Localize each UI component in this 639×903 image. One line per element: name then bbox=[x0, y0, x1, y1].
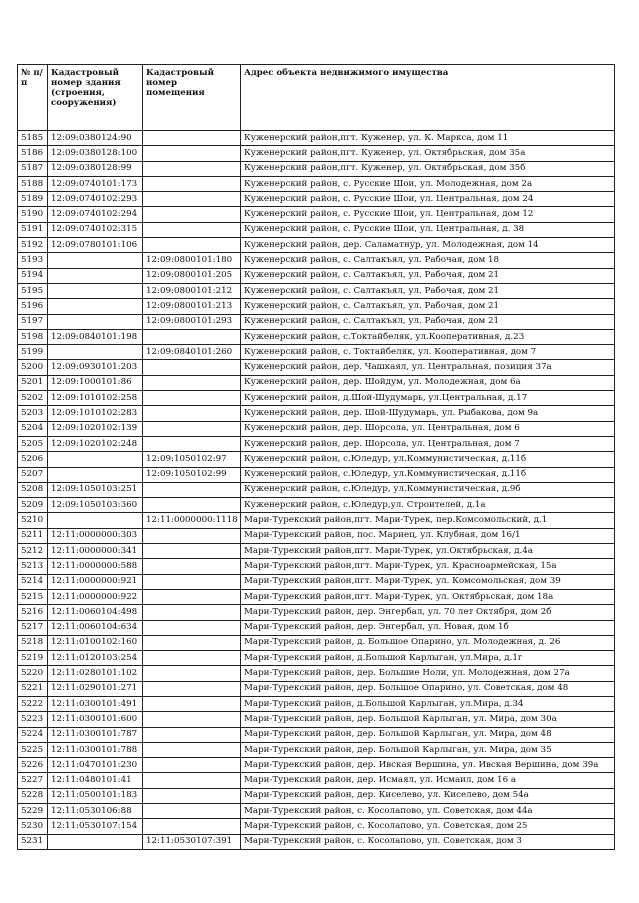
cell-number: 5210 bbox=[18, 513, 48, 528]
cell-address: Мари-Турекский район, д. Большое Опарино, ул. Молодежная, д. 26 bbox=[241, 635, 615, 650]
table-row bbox=[18, 314, 615, 329]
table-row bbox=[18, 528, 615, 543]
cell-premises-cadastral: 12:09:0800101:180 bbox=[143, 253, 241, 268]
table-row bbox=[18, 559, 615, 574]
table-row bbox=[18, 176, 615, 191]
cell-address: Куженерский район, с.Токтайбеляк, ул.Кооперативная, д.23 bbox=[241, 329, 615, 344]
cell-premises-cadastral bbox=[143, 589, 241, 604]
cell-premises-cadastral bbox=[143, 773, 241, 788]
cell-building-cadastral: 12:11:0100102:160 bbox=[48, 635, 143, 650]
cell-premises-cadastral bbox=[143, 161, 241, 176]
cell-number: 5198 bbox=[18, 329, 48, 344]
cell-building-cadastral: 12:11:0480101:41 bbox=[48, 773, 143, 788]
table-row bbox=[18, 222, 615, 237]
table-row bbox=[18, 513, 615, 528]
cell-premises-cadastral bbox=[143, 727, 241, 742]
cell-address: Мари-Турекский район, дер. Большие Ноли, ул. Молодежная, дом 27а bbox=[241, 666, 615, 681]
cell-address: Мари-Турекский район,пгт. Мари-Турек, пер.Комсомольский, д.1 bbox=[241, 513, 615, 528]
table-row bbox=[18, 268, 615, 283]
cell-premises-cadastral bbox=[143, 620, 241, 635]
cell-number: 5212 bbox=[18, 544, 48, 559]
property-table bbox=[17, 64, 615, 850]
cell-building-cadastral: 12:11:0300101:788 bbox=[48, 742, 143, 757]
table-row bbox=[18, 589, 615, 604]
cell-number: 5201 bbox=[18, 375, 48, 390]
cell-building-cadastral bbox=[48, 467, 143, 482]
table-row bbox=[18, 161, 615, 176]
cell-premises-cadastral: 12:09:0800101:213 bbox=[143, 299, 241, 314]
cell-premises-cadastral: 12:09:0800101:293 bbox=[143, 314, 241, 329]
cell-number: 5192 bbox=[18, 238, 48, 253]
cell-number: 5228 bbox=[18, 788, 48, 803]
cell-number: 5207 bbox=[18, 467, 48, 482]
cell-address: Мари-Турекский район, с. Косолапово, ул. Советская, дом 44а bbox=[241, 804, 615, 819]
cell-building-cadastral: 12:09:1010102:283 bbox=[48, 406, 143, 421]
cell-premises-cadastral bbox=[143, 146, 241, 161]
cell-address: Куженерский район, с. Токтайбеляк, ул. Кооперативная, дом 7 bbox=[241, 345, 615, 360]
table-row bbox=[18, 467, 615, 482]
table-row bbox=[18, 238, 615, 253]
table-row bbox=[18, 131, 615, 146]
cell-premises-cadastral bbox=[143, 574, 241, 589]
cell-building-cadastral bbox=[48, 452, 143, 467]
cell-premises-cadastral bbox=[143, 559, 241, 574]
cell-address: Мари-Турекский район, дер. Исмаял, ул. Исмаил, дом 16 а bbox=[241, 773, 615, 788]
cell-premises-cadastral bbox=[143, 375, 241, 390]
cell-premises-cadastral bbox=[143, 482, 241, 497]
cell-number: 5193 bbox=[18, 253, 48, 268]
cell-number: 5187 bbox=[18, 161, 48, 176]
cell-premises-cadastral: 12:11:0000000:1118 bbox=[143, 513, 241, 528]
cell-building-cadastral: 12:09:1050103:360 bbox=[48, 498, 143, 513]
cell-building-cadastral: 12:11:0290101:271 bbox=[48, 681, 143, 696]
cell-building-cadastral: 12:11:0280101:102 bbox=[48, 666, 143, 681]
cell-premises-cadastral bbox=[143, 819, 241, 834]
cell-address: Куженерский район,пгт. Куженер, ул. Октябрьская, дом 35б bbox=[241, 161, 615, 176]
table-row bbox=[18, 421, 615, 436]
cell-address: Куженерский район, с.Юледур, ул.Коммунистическая, д.11б bbox=[241, 452, 615, 467]
cell-address: Куженерский район, д.Шой-Шудумарь, ул.Центральная, д.17 bbox=[241, 391, 615, 406]
cell-number: 5206 bbox=[18, 452, 48, 467]
table-row bbox=[18, 712, 615, 727]
cell-premises-cadastral bbox=[143, 329, 241, 344]
cell-building-cadastral bbox=[48, 299, 143, 314]
table-row bbox=[18, 498, 615, 513]
header-address: Адрес объекта недвижимого имущества bbox=[241, 65, 615, 131]
cell-address: Мари-Турекский район,пгт. Мари-Турек, ул. Красноармейская, 15а bbox=[241, 559, 615, 574]
table-row bbox=[18, 360, 615, 375]
table-row bbox=[18, 635, 615, 650]
cell-number: 5216 bbox=[18, 605, 48, 620]
cell-building-cadastral bbox=[48, 513, 143, 528]
cell-number: 5205 bbox=[18, 436, 48, 451]
cell-building-cadastral: 12:11:0470101:230 bbox=[48, 758, 143, 773]
cell-address: Мари-Турекский район, пос. Мариец, ул. Клубная, дом 16/1 bbox=[241, 528, 615, 543]
table-row bbox=[18, 651, 615, 666]
cell-premises-cadastral bbox=[143, 406, 241, 421]
table-row bbox=[18, 146, 615, 161]
cell-building-cadastral: 12:09:0930101:203 bbox=[48, 360, 143, 375]
cell-address: Куженерский район, дер. Шорсола, ул. Центральная, дом 7 bbox=[241, 436, 615, 451]
cell-building-cadastral: 12:09:0740102:315 bbox=[48, 222, 143, 237]
cell-number: 5226 bbox=[18, 758, 48, 773]
cell-premises-cadastral bbox=[143, 222, 241, 237]
cell-number: 5222 bbox=[18, 696, 48, 711]
cell-address: Куженерский район, с. Салтакъял, ул. Рабочая, дом 21 bbox=[241, 314, 615, 329]
table-row bbox=[18, 605, 615, 620]
cell-premises-cadastral: 12:09:0800101:212 bbox=[143, 283, 241, 298]
cell-address: Куженерский район,пгт. Куженер, ул. К. Маркса, дом 11 bbox=[241, 131, 615, 146]
table-row bbox=[18, 620, 615, 635]
cell-number: 5215 bbox=[18, 589, 48, 604]
cell-building-cadastral: 12:11:0300101:491 bbox=[48, 696, 143, 711]
table-row bbox=[18, 666, 615, 681]
cell-address: Куженерский район, с. Русские Шои, ул. Центральная, дом 12 bbox=[241, 207, 615, 222]
table-row bbox=[18, 727, 615, 742]
table-row bbox=[18, 742, 615, 757]
cell-address: Мари-Турекский район, дер. Большой Карлыган, ул. Мира, дом 30а bbox=[241, 712, 615, 727]
table-row bbox=[18, 758, 615, 773]
cell-number: 5230 bbox=[18, 819, 48, 834]
cell-number: 5220 bbox=[18, 666, 48, 681]
header-building-cadastral: Кадастровый номер здания (строения, сооружения) bbox=[48, 65, 143, 131]
cell-premises-cadastral bbox=[143, 681, 241, 696]
cell-address: Мари-Турекский район, дер. Большой Карлыган, ул. Мира, дом 35 bbox=[241, 742, 615, 757]
cell-number: 5200 bbox=[18, 360, 48, 375]
table-row bbox=[18, 452, 615, 467]
table-row bbox=[18, 207, 615, 222]
cell-number: 5208 bbox=[18, 482, 48, 497]
cell-address: Куженерский район, с.Юледур,ул. Строителей, д.1а bbox=[241, 498, 615, 513]
cell-address: Куженерский район, с. Русские Шои, ул. Центральная, д. 38 bbox=[241, 222, 615, 237]
cell-premises-cadastral bbox=[143, 758, 241, 773]
table-row bbox=[18, 681, 615, 696]
cell-building-cadastral: 12:09:0380128:100 bbox=[48, 146, 143, 161]
cell-premises-cadastral bbox=[143, 605, 241, 620]
table-row bbox=[18, 696, 615, 711]
cell-building-cadastral: 12:09:0380128:99 bbox=[48, 161, 143, 176]
cell-address: Мари-Турекский район, дер. Энгербал, ул. 70 лет Октября, дом 2б bbox=[241, 605, 615, 620]
cell-building-cadastral: 12:11:0300101:600 bbox=[48, 712, 143, 727]
table-row bbox=[18, 345, 615, 360]
cell-building-cadastral: 12:09:1000101:86 bbox=[48, 375, 143, 390]
cell-premises-cadastral bbox=[143, 742, 241, 757]
table-row bbox=[18, 391, 615, 406]
cell-address: Мари-Турекский район, дер. Большой Карлыган, ул. Мира, дом 48 bbox=[241, 727, 615, 742]
cell-building-cadastral: 12:09:0780101:106 bbox=[48, 238, 143, 253]
cell-number: 5185 bbox=[18, 131, 48, 146]
cell-address: Мари-Турекский район, д.Большой Карлыган, ул.Мира, д.34 bbox=[241, 696, 615, 711]
cell-number: 5196 bbox=[18, 299, 48, 314]
cell-number: 5231 bbox=[18, 834, 48, 849]
cell-building-cadastral: 12:11:0120103:254 bbox=[48, 651, 143, 666]
cell-number: 5203 bbox=[18, 406, 48, 421]
cell-address: Мари-Турекский район, с. Косолапово, ул. Советская, дом 25 bbox=[241, 819, 615, 834]
cell-number: 5219 bbox=[18, 651, 48, 666]
cell-building-cadastral bbox=[48, 253, 143, 268]
cell-premises-cadastral bbox=[143, 192, 241, 207]
table-row bbox=[18, 773, 615, 788]
cell-number: 5188 bbox=[18, 176, 48, 191]
cell-premises-cadastral bbox=[143, 666, 241, 681]
table-row bbox=[18, 819, 615, 834]
table-row bbox=[18, 375, 615, 390]
cell-building-cadastral: 12:09:0740102:294 bbox=[48, 207, 143, 222]
cell-premises-cadastral: 12:09:0840101:260 bbox=[143, 345, 241, 360]
cell-number: 5199 bbox=[18, 345, 48, 360]
cell-building-cadastral: 12:11:0000000:341 bbox=[48, 544, 143, 559]
cell-address: Мари-Турекский район, дер. Энгербал, ул. Новая, дом 1б bbox=[241, 620, 615, 635]
cell-number: 5225 bbox=[18, 742, 48, 757]
cell-premises-cadastral bbox=[143, 131, 241, 146]
table-header bbox=[18, 65, 615, 131]
cell-address: Куженерский район, с. Русские Шои, ул. Молодежная, дом 2а bbox=[241, 176, 615, 191]
cell-number: 5224 bbox=[18, 727, 48, 742]
cell-address: Мари-Турекский район, д.Большой Карлыган, ул.Мира, д.1г bbox=[241, 651, 615, 666]
header-row bbox=[18, 65, 615, 131]
cell-premises-cadastral bbox=[143, 528, 241, 543]
cell-premises-cadastral: 12:11:0530107:391 bbox=[143, 834, 241, 849]
cell-number: 5195 bbox=[18, 283, 48, 298]
cell-premises-cadastral bbox=[143, 804, 241, 819]
cell-number: 5186 bbox=[18, 146, 48, 161]
cell-building-cadastral: 12:11:0000000:922 bbox=[48, 589, 143, 604]
header-premises-cadastral: Кадастровый номер помещения bbox=[143, 65, 241, 131]
cell-building-cadastral: 12:11:0530107:154 bbox=[48, 819, 143, 834]
table-row bbox=[18, 192, 615, 207]
cell-building-cadastral: 12:09:0840101:198 bbox=[48, 329, 143, 344]
cell-building-cadastral: 12:11:0530106:88 bbox=[48, 804, 143, 819]
cell-building-cadastral: 12:11:0060104:498 bbox=[48, 605, 143, 620]
table-row bbox=[18, 544, 615, 559]
cell-premises-cadastral bbox=[143, 436, 241, 451]
cell-number: 5218 bbox=[18, 635, 48, 650]
cell-premises-cadastral bbox=[143, 712, 241, 727]
cell-number: 5227 bbox=[18, 773, 48, 788]
cell-address: Куженерский район, с. Русские Шои, ул. Центральная, дом 24 bbox=[241, 192, 615, 207]
cell-premises-cadastral bbox=[143, 651, 241, 666]
cell-address: Мари-Турекский район, дер. Киселево, ул. Киселево, дом 54а bbox=[241, 788, 615, 803]
cell-number: 5211 bbox=[18, 528, 48, 543]
cell-address: Мари-Турекский район,пгт. Мари-Турек, ул. Комсомольская, дом 39 bbox=[241, 574, 615, 589]
header-number: № п/п bbox=[18, 65, 48, 131]
cell-premises-cadastral bbox=[143, 238, 241, 253]
table-row bbox=[18, 834, 615, 849]
cell-premises-cadastral bbox=[143, 635, 241, 650]
cell-building-cadastral: 12:09:1050103:251 bbox=[48, 482, 143, 497]
cell-number: 5189 bbox=[18, 192, 48, 207]
cell-premises-cadastral bbox=[143, 544, 241, 559]
cell-address: Мари-Турекский район, дер. Большое Опарино, ул. Советская, дом 48 bbox=[241, 681, 615, 696]
cell-building-cadastral: 12:11:0000000:921 bbox=[48, 574, 143, 589]
cell-building-cadastral: 12:09:0740102:293 bbox=[48, 192, 143, 207]
document-page bbox=[17, 64, 615, 850]
cell-building-cadastral: 12:09:0740101:173 bbox=[48, 176, 143, 191]
cell-address: Куженерский район, дер. Шорсола, ул. Центральная, дом 6 bbox=[241, 421, 615, 436]
cell-address: Куженерский район, дер. Шойдум, ул. Молодежная, дом 6а bbox=[241, 375, 615, 390]
cell-building-cadastral bbox=[48, 283, 143, 298]
cell-address: Куженерский район, с. Салтакъял, ул. Рабочая, дом 21 bbox=[241, 283, 615, 298]
cell-building-cadastral: 12:11:0000000:303 bbox=[48, 528, 143, 543]
cell-building-cadastral: 12:09:0380124:90 bbox=[48, 131, 143, 146]
cell-address: Мари-Турекский район, с. Косолапово, ул. Советская, дом 3 bbox=[241, 834, 615, 849]
cell-premises-cadastral bbox=[143, 176, 241, 191]
cell-number: 5209 bbox=[18, 498, 48, 513]
cell-address: Куженерский район, дер. Шой-Шудумарь, ул. Рыбакова, дом 9а bbox=[241, 406, 615, 421]
cell-premises-cadastral: 12:09:1050102:99 bbox=[143, 467, 241, 482]
cell-building-cadastral: 12:11:0500101:183 bbox=[48, 788, 143, 803]
cell-address: Мари-Турекский район, дер. Ивская Вершина, ул. Ивская Вершина, дом 39а bbox=[241, 758, 615, 773]
cell-premises-cadastral bbox=[143, 498, 241, 513]
cell-number: 5221 bbox=[18, 681, 48, 696]
cell-building-cadastral: 12:09:1020102:139 bbox=[48, 421, 143, 436]
cell-address: Куженерский район, дер. Чашкаял, ул. Центральная, позиция 37а bbox=[241, 360, 615, 375]
cell-address: Куженерский район, дер. Саламатнур, ул. Молодежная, дом 14 bbox=[241, 238, 615, 253]
cell-address: Куженерский район, с. Салтакъял, ул. Рабочая, дом 21 bbox=[241, 299, 615, 314]
table-row bbox=[18, 788, 615, 803]
cell-premises-cadastral bbox=[143, 360, 241, 375]
table-row bbox=[18, 406, 615, 421]
table-row bbox=[18, 253, 615, 268]
table-row bbox=[18, 436, 615, 451]
cell-building-cadastral: 12:09:1010102:258 bbox=[48, 391, 143, 406]
cell-premises-cadastral bbox=[143, 207, 241, 222]
cell-premises-cadastral: 12:09:1050102:97 bbox=[143, 452, 241, 467]
cell-premises-cadastral bbox=[143, 788, 241, 803]
cell-number: 5217 bbox=[18, 620, 48, 635]
cell-address: Мари-Турекский район,пгт. Мари-Турек, ул. Октябрьская, дом 18а bbox=[241, 589, 615, 604]
cell-building-cadastral bbox=[48, 834, 143, 849]
cell-building-cadastral bbox=[48, 268, 143, 283]
cell-number: 5223 bbox=[18, 712, 48, 727]
cell-address: Куженерский район,пгт. Куженер, ул. Октябрьская, дом 35а bbox=[241, 146, 615, 161]
table-row bbox=[18, 283, 615, 298]
table-row bbox=[18, 804, 615, 819]
cell-number: 5213 bbox=[18, 559, 48, 574]
cell-building-cadastral bbox=[48, 314, 143, 329]
cell-number: 5214 bbox=[18, 574, 48, 589]
cell-building-cadastral: 12:09:1020102:248 bbox=[48, 436, 143, 451]
table-row bbox=[18, 299, 615, 314]
cell-number: 5191 bbox=[18, 222, 48, 237]
cell-number: 5194 bbox=[18, 268, 48, 283]
cell-address: Куженерский район, с. Салтакъял, ул. Рабочая, дом 18 bbox=[241, 253, 615, 268]
cell-address: Мари-Турекский район,пгт. Мари-Турек, ул.Октябрьская, д.4а bbox=[241, 544, 615, 559]
table-row bbox=[18, 482, 615, 497]
cell-number: 5202 bbox=[18, 391, 48, 406]
cell-premises-cadastral: 12:09:0800101:205 bbox=[143, 268, 241, 283]
cell-address: Куженерский район, с. Салтакъял, ул. Рабочая, дом 21 bbox=[241, 268, 615, 283]
cell-number: 5190 bbox=[18, 207, 48, 222]
cell-address: Куженерский район, с.Юледур, ул.Коммунистическая, д.11б bbox=[241, 467, 615, 482]
cell-premises-cadastral bbox=[143, 421, 241, 436]
cell-premises-cadastral bbox=[143, 391, 241, 406]
cell-number: 5197 bbox=[18, 314, 48, 329]
cell-building-cadastral: 12:11:0060104:634 bbox=[48, 620, 143, 635]
cell-building-cadastral: 12:11:0000000:588 bbox=[48, 559, 143, 574]
cell-building-cadastral bbox=[48, 345, 143, 360]
cell-address: Куженерский район, с.Юледур, ул.Коммунистическая, д.9б bbox=[241, 482, 615, 497]
cell-number: 5204 bbox=[18, 421, 48, 436]
table-body bbox=[18, 131, 615, 850]
cell-premises-cadastral bbox=[143, 696, 241, 711]
table-row bbox=[18, 329, 615, 344]
cell-number: 5229 bbox=[18, 804, 48, 819]
cell-building-cadastral: 12:11:0300101:787 bbox=[48, 727, 143, 742]
table-row bbox=[18, 574, 615, 589]
